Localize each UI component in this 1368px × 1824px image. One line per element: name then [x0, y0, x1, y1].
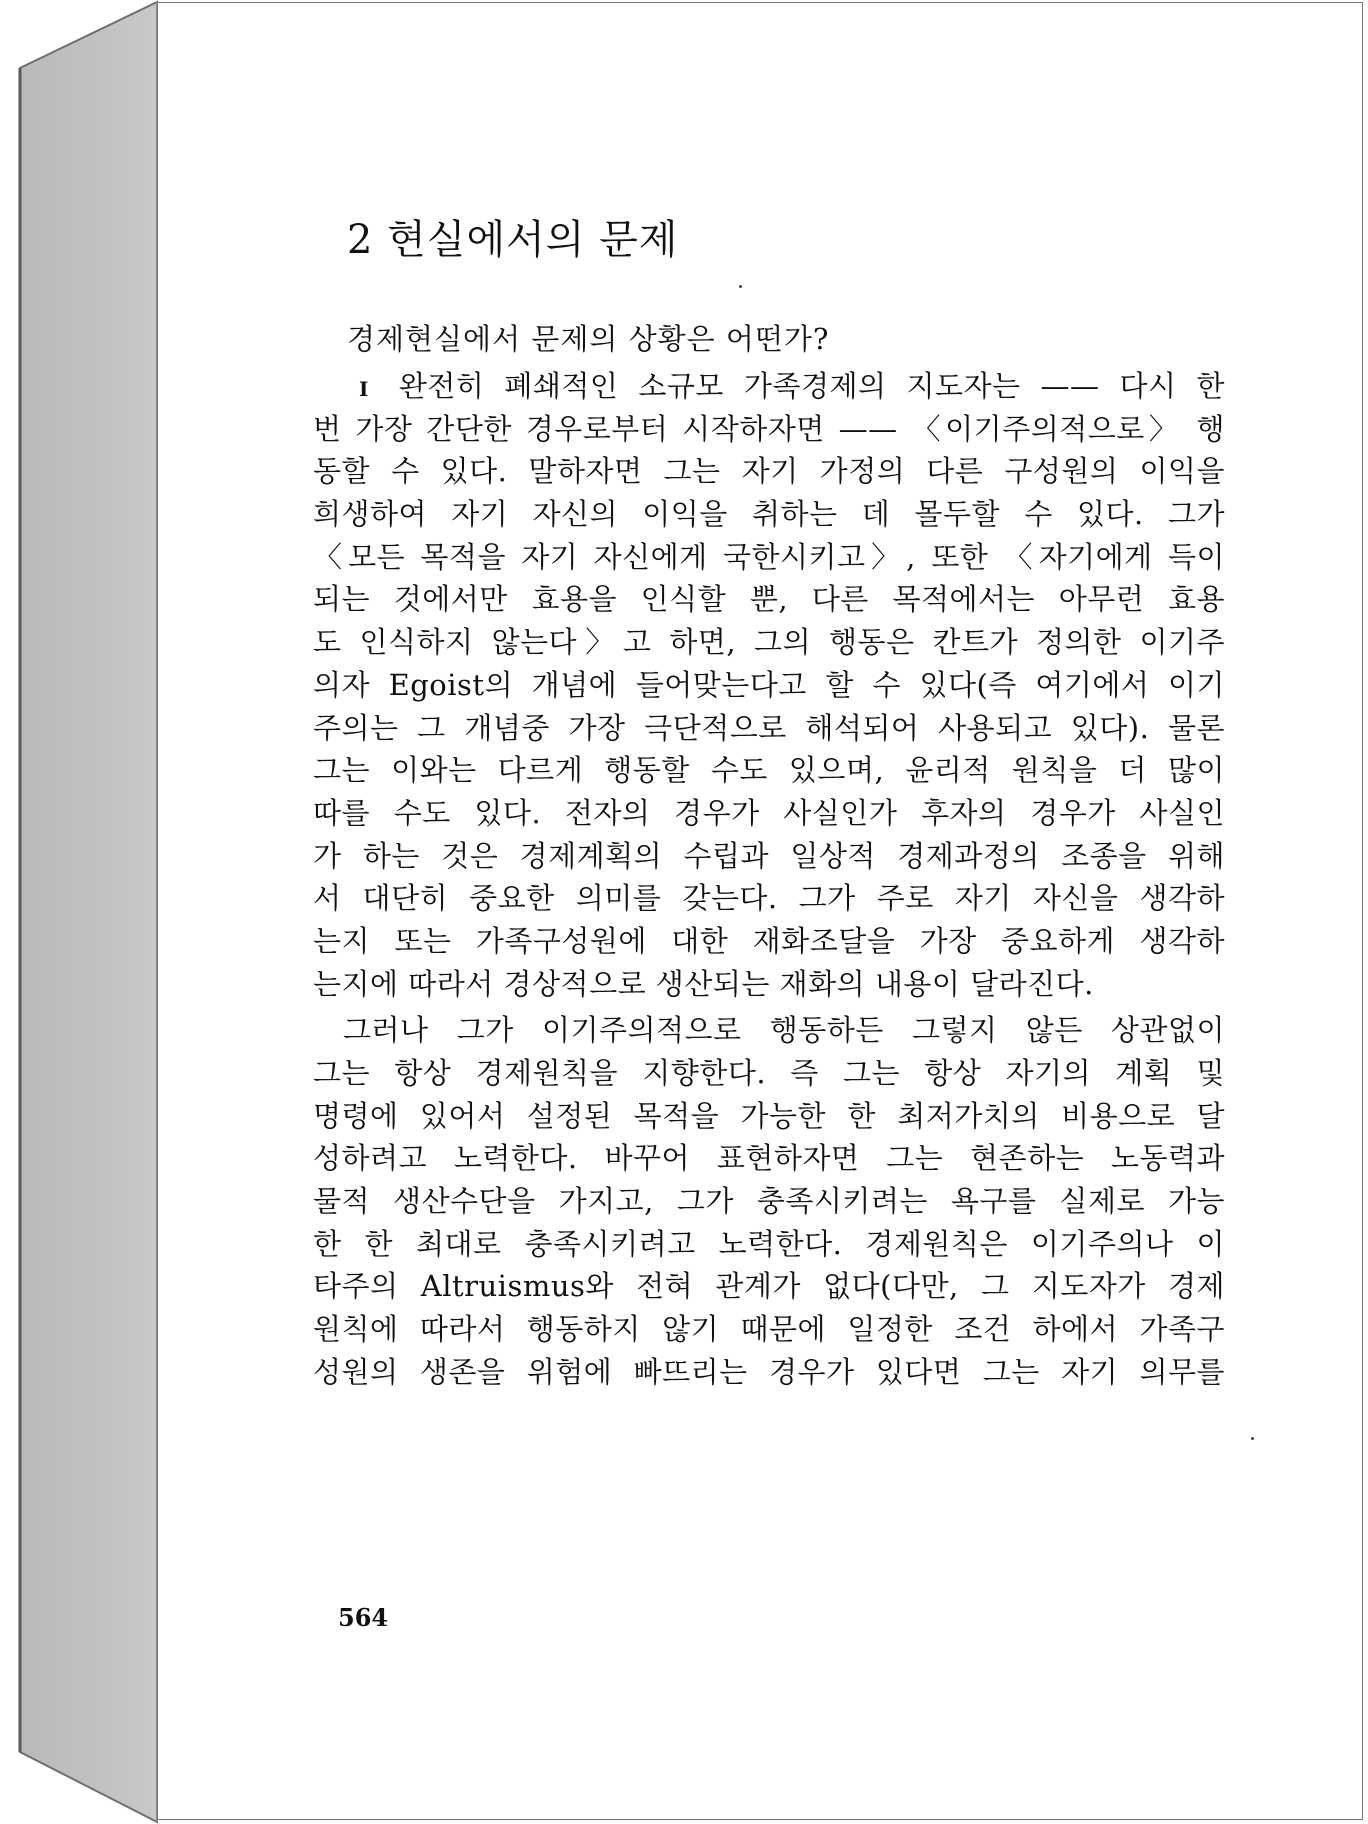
book-spine [0, 0, 160, 1824]
text-line: 그는 항상 경제원칙을 지향한다. 즉 그는 항상 자기의 계획 및 [313, 1056, 1225, 1090]
text-line: 원칙에 따라서 행동하지 않기 때문에 일정한 조건 하에서 가족구 [313, 1312, 1225, 1347]
scan-speck [739, 285, 742, 288]
text-line: 그는 이와는 다르게 행동할 수도 있으며, 윤리적 원칙을 더 많이 [313, 753, 1225, 788]
text-line: 따를 수도 있다. 전자의 경우가 사실인가 후자의 경우가 사실인 [313, 795, 1225, 830]
text-line: 동할 수 있다. 말하자면 그는 자기 가정의 다른 구성원의 이익을 [313, 454, 1225, 489]
text-line: 가 하는 것은 경제계획의 수립과 일상적 경제과정의 조종을 위해 [313, 838, 1225, 873]
section-question: 경제현실에서 문제의 상황은 어떤가? [347, 322, 830, 356]
page-number: 564 [338, 1603, 389, 1632]
text-line: 명령에 있어서 설정된 목적을 가능한 한 최저가치의 비용으로 달 [313, 1098, 1225, 1133]
text-line: 희생하여 자기 자신의 이익을 취하는 데 몰두할 수 있다. 그가 [313, 497, 1225, 532]
section-heading: 2 현실에서의 문제 [347, 217, 679, 263]
text-line: I 완전히 폐쇄적인 소규모 가족경제의 지도자는 —— 다시 한 [359, 369, 1225, 403]
text-line: 되는 것에서만 효용을 인식할 뿐, 다른 목적에서는 아무런 효용 [313, 582, 1225, 617]
text-line: 물적 생산수단을 가지고, 그가 충족시키려는 욕구를 실제로 가능 [313, 1184, 1225, 1219]
text-line: 는지 또는 가족구성원에 대한 재화조달을 가장 중요하게 생각하 [313, 923, 1225, 958]
body-text [313, 365, 1225, 1394]
text-line: 는지에 따라서 경상적으로 생산되는 재화의 내용이 달라진다. [313, 966, 1094, 1001]
paragraph-marker: I [359, 377, 369, 401]
paragraph-2 [313, 1009, 1225, 1393]
text-line: 타주의 Altruismus와 전혀 관계가 없다(다만, 그 지도자가 경제 [313, 1269, 1225, 1304]
text-line: 성하려고 노력한다. 바꾸어 표현하자면 그는 현존하는 노동력과 [313, 1141, 1225, 1176]
text-line: 〈모든 목적을 자기 자신에게 국한시키고〉, 또한 〈자기에게 득이 [313, 539, 1225, 574]
text-line: 한 한 최대로 충족시키려고 노력한다. 경제원칙은 이기주의나 이 [313, 1226, 1225, 1261]
text-line: 의자 Egoist의 개념에 들어맞는다고 할 수 있다(즉 여기에서 이기 [313, 667, 1225, 702]
text-line: 주의는 그 개념중 가장 극단적으로 해석되어 사용되고 있다). 물론 [313, 710, 1225, 745]
text-line: 서 대단히 중요한 의미를 갖는다. 그가 주로 자기 자신을 생각하 [313, 881, 1225, 916]
text-line: 도 인식하지 않는다〉고 하면, 그의 행동은 칸트가 정의한 이기주 [313, 625, 1225, 660]
text-line: 번 가장 간단한 경우로부터 시작하자면 —— 〈이기주의적으로〉 행 [313, 411, 1225, 446]
scan-speck [1251, 1437, 1254, 1440]
paragraph-1 [313, 365, 1225, 1005]
text-line: 그러나 그가 이기주의적으로 행동하든 그렇지 않든 상관없이 [343, 1013, 1225, 1048]
text-line: 성원의 생존을 위험에 빠뜨리는 경우가 있다면 그는 자기 의무를 [313, 1354, 1225, 1389]
book-page [157, 2, 1363, 1820]
book-spine-graphic [0, 0, 160, 1824]
